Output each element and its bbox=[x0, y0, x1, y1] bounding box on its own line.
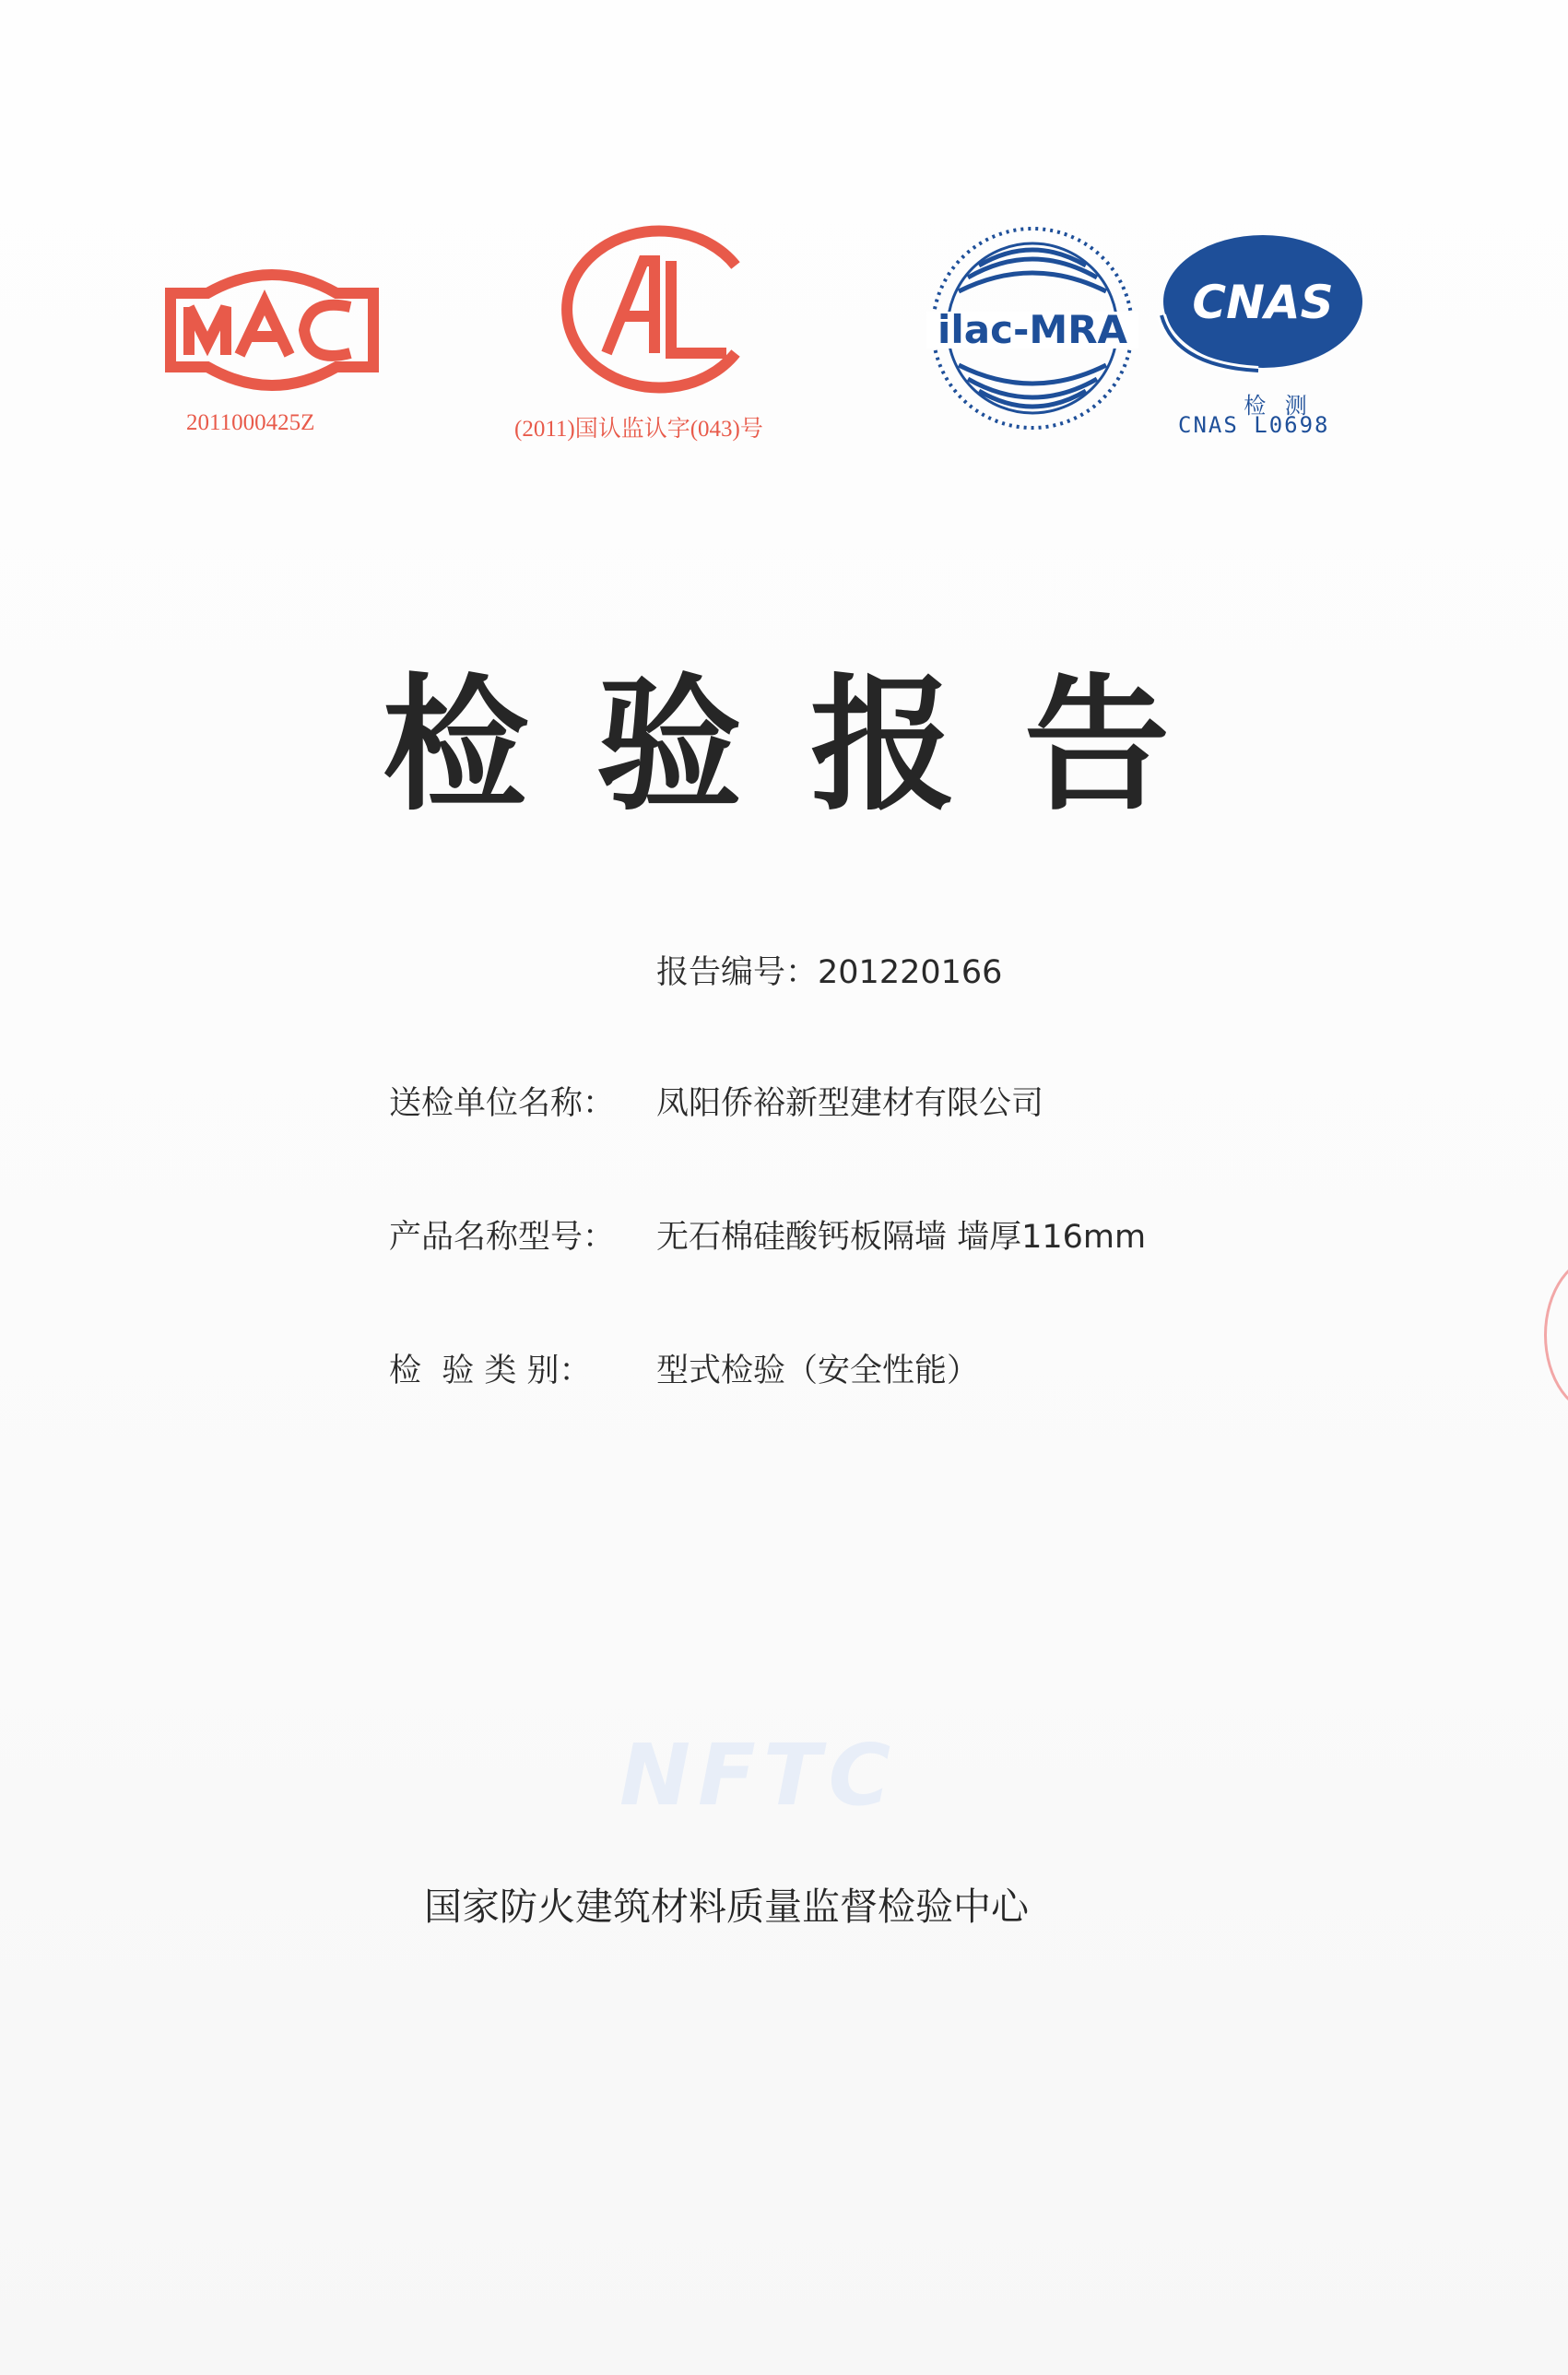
submitter-value: 凤阳侨裕新型建材有限公司 bbox=[656, 1085, 1044, 1122]
inspection-type-value: 型式检验（安全性能） bbox=[656, 1353, 980, 1389]
product-label: 产品名称型号： bbox=[389, 1219, 616, 1256]
issuer-name: 国家防火建筑材料质量监督检验中心 bbox=[424, 1885, 1029, 1929]
cma-mark-icon bbox=[152, 261, 392, 399]
report-number-value: 201220166 bbox=[818, 954, 1003, 991]
report-number-label: 报告编号： bbox=[656, 954, 819, 991]
stamp-edge bbox=[1544, 1254, 1568, 1416]
cnas-code: CNAS L0698 bbox=[1178, 412, 1330, 438]
svg-text:ilac-MRA: ilac-MRA bbox=[937, 307, 1128, 352]
svg-text:CNAS: CNAS bbox=[1192, 276, 1334, 329]
cal-mark-icon bbox=[551, 224, 763, 395]
cal-code: (2011)国认监认字(043)号 bbox=[514, 417, 763, 442]
product-value: 无石棉硅酸钙板隔墙 墙厚116mm bbox=[656, 1219, 1147, 1256]
report-number bbox=[656, 954, 1003, 991]
page-title: 检验报告 bbox=[383, 661, 1238, 831]
inspection-type-label: 检 验 类 别： bbox=[389, 1353, 592, 1389]
cnas-mark-icon bbox=[1157, 228, 1369, 375]
cma-code: 2011000425Z bbox=[186, 410, 315, 435]
submitter-label: 送检单位名称： bbox=[389, 1085, 616, 1122]
cnas-sub-label: 检 测 bbox=[1244, 393, 1310, 419]
nftc-watermark: NFTC bbox=[619, 1726, 899, 1825]
ilac-mra-icon bbox=[922, 218, 1143, 439]
